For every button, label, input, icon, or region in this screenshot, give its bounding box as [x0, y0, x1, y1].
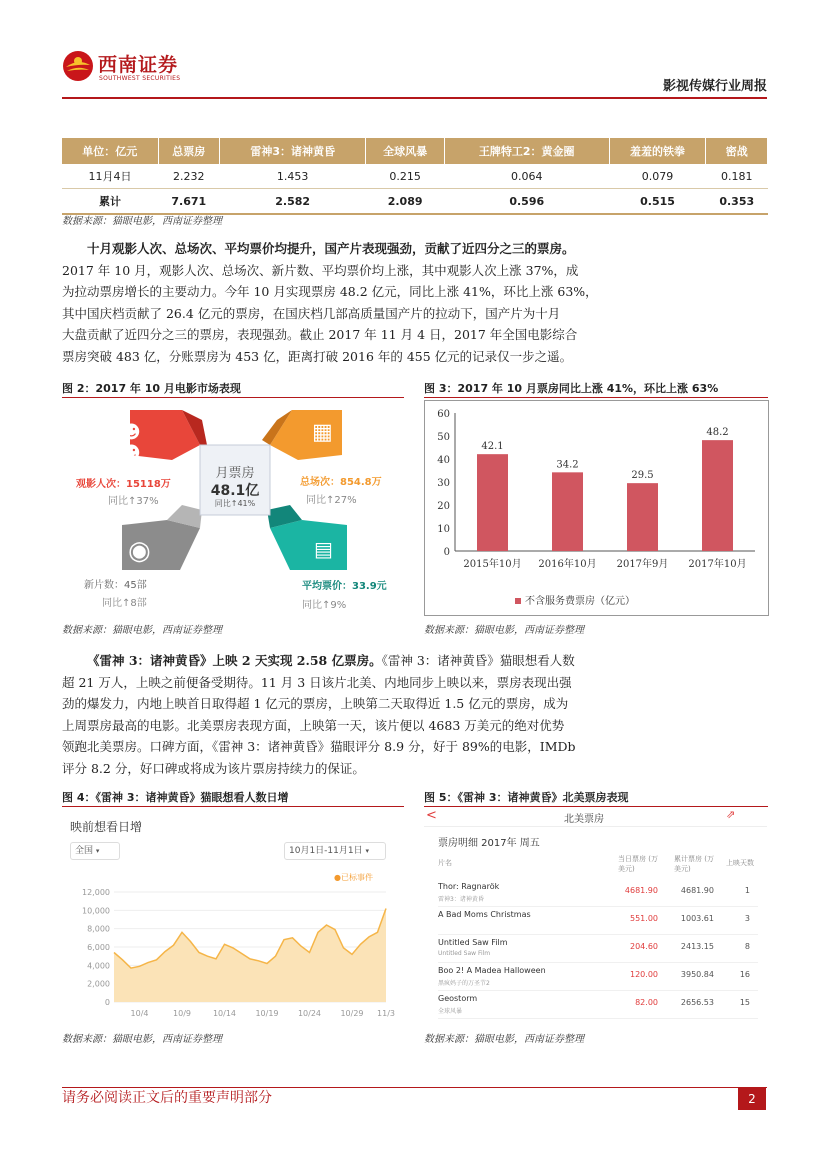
paragraph-line: 领跑北美票房。口碑方面，《雷神 3：诸神黄昏》猫眼评分 8.9 分，好于 89%的电影，IMDb	[62, 739, 576, 754]
film-reel-icon: ◉	[128, 536, 151, 566]
table-cell: 2.232	[158, 164, 219, 189]
x-tick-label: 10/14	[212, 1009, 237, 1018]
y-tick-label: 10	[437, 524, 450, 535]
report-title: 影视传媒行业周报	[662, 79, 767, 94]
paragraph-line: 超 21 万人，上映之前便备受期待。11 月 3 日该片北美、内地同步上映以来，票房表现出强	[62, 674, 572, 690]
chevron-left-icon[interactable]: <	[426, 808, 437, 823]
screenings-label: 总场次：854.8万	[300, 477, 382, 488]
table-cell: 0.064	[444, 164, 609, 189]
figure-5-rule	[424, 806, 768, 807]
region-select-value: 全国	[75, 846, 94, 856]
share-icon[interactable]: ⇗	[726, 808, 736, 821]
page-number: 2	[738, 1088, 766, 1110]
x-tick-label: 11/3	[377, 1009, 395, 1018]
paragraph-line: 为拉动票房增长的主要动力。今年 10 月实现票房 48.2 亿元，同比上涨 41%，环比上涨 63%，	[62, 284, 598, 299]
avg-price-yoy: 同比↑9%	[302, 600, 347, 611]
table-row	[438, 964, 758, 991]
data-label: 48.2	[706, 427, 729, 439]
x-tick-label: 2017年9月	[616, 559, 669, 570]
table-cell: 7.671	[158, 189, 219, 215]
day-gross: 551.00	[630, 914, 658, 923]
film-name: A Bad Moms Christmas	[438, 910, 531, 919]
date-range-select[interactable]	[284, 842, 386, 860]
x-tick-label: 2017年10月	[688, 559, 747, 570]
figure-3-source: 数据来源：猫眼电影，西南证券整理	[424, 625, 584, 636]
figure-3-rule	[424, 397, 768, 398]
table-cell: 0.515	[609, 189, 706, 215]
center-yoy: 同比↑41%	[214, 499, 256, 508]
days-released: 16	[739, 970, 750, 979]
legend-dot-icon: ●	[334, 873, 341, 882]
total-gross: 3950.84	[680, 970, 714, 979]
bar	[702, 440, 733, 551]
paragraph-lead: 《雷神 3：诸神黄昏》上映 2 天实现 2.58 亿票房。《雷神 3：诸神黄昏》猫眼想看人数	[87, 653, 575, 668]
film-name-cn: 雷神3：诸神黄昏	[438, 896, 484, 903]
avg-price-label: 平均票价：33.9元	[302, 581, 387, 592]
y-tick-label: 8,000	[87, 924, 110, 934]
center-label: 月票房	[215, 466, 255, 481]
figure-2-source: 数据来源：猫眼电影，西南证券整理	[62, 625, 222, 636]
paragraph-line: 2017 年 10 月，观影人次、总场次、新片数、平均票价均上涨，其中观影人次上涨 37%，成	[62, 262, 579, 278]
legend-label: 不含服务费票房（亿元）	[525, 596, 635, 607]
table-cell: 0.215	[366, 164, 444, 189]
y-tick-label: 40	[437, 455, 450, 466]
y-tick-label: 6,000	[87, 943, 110, 952]
col-name: 片名	[438, 859, 452, 867]
figure-4-rule	[62, 806, 404, 807]
paragraph-line: 上周票房最高的电影。北美票房表现方面，上映第一天，该片便以 4683 万美元的绝对优势	[62, 717, 565, 733]
days-released: 15	[739, 998, 750, 1007]
figure-3-panel	[424, 400, 769, 616]
table-header: 密战	[706, 138, 768, 164]
y-tick-label: 60	[437, 409, 450, 420]
table-cell: 2.089	[366, 189, 444, 215]
center-value: 48.1亿	[210, 483, 260, 499]
region-select[interactable]	[70, 842, 120, 860]
paragraph-line: 评分 8.2 分，好口碑或将成为该片票房持续力的保证。	[62, 760, 365, 776]
film-name: Geostorm	[438, 994, 478, 1003]
want-to-see-area-chart	[62, 882, 404, 1024]
chevron-down-icon: ▾	[95, 847, 100, 855]
col-total: 累计票房 (万美元)	[674, 855, 714, 873]
table-header: 羞羞的铁拳	[609, 138, 706, 164]
x-tick-label: 2015年10月	[463, 559, 522, 570]
film-name: Thor: Ragnarök	[438, 882, 500, 891]
paragraph-october-market	[62, 238, 768, 367]
table-header: 雷神3：诸神黄昏	[219, 138, 365, 164]
paragraph-thor	[62, 650, 768, 779]
y-tick-label: 12,000	[82, 888, 110, 897]
x-tick-label: 10/29	[340, 1009, 364, 1018]
ticket-icon: ▤	[314, 537, 333, 561]
figure-3-title: 图 3：2017 年 10 月票房同比上涨 41%，环比上涨 63%	[424, 382, 719, 395]
new-films-yoy: 同比↑8部	[102, 598, 147, 609]
y-tick-label: 2,000	[87, 979, 110, 989]
data-label: 42.1	[481, 441, 504, 453]
y-tick-label: 20	[437, 501, 450, 512]
paragraph-line: 劲的爆发力，内地上映首日取得超 1 亿元的票房，上映第二天取得近 1.5 亿元的票房，成为	[62, 696, 569, 711]
days-released: 1	[744, 886, 750, 895]
y-tick-label: 0	[443, 547, 450, 558]
figure-4-panel	[62, 808, 404, 1024]
data-label: 29.5	[631, 470, 654, 482]
col-day: 当日票房 (万美元)	[618, 855, 658, 873]
calendar-icon: ▦	[312, 420, 333, 445]
table-header: 单位：亿元	[62, 138, 158, 164]
table-cell: 2.582	[219, 189, 365, 215]
footer-disclaimer: 请务必阅读正文后的重要声明部分	[62, 1090, 272, 1106]
table-cell: 0.181	[706, 164, 768, 189]
y-tick-label: 4,000	[87, 961, 110, 971]
paragraph-line: 大盘贡献了近四分之三的票房，表现强劲。截止 2017 年 11 月 4 日，2017 年全国电影综合	[62, 327, 578, 342]
date-range-value: 10月1日-11月1日	[289, 846, 363, 856]
nav-title: 北美票房	[564, 814, 604, 825]
chevron-down-icon: ▾	[365, 847, 369, 855]
box-office-table	[62, 138, 768, 215]
day-gross: 204.60	[630, 942, 658, 951]
figure-4-source: 数据来源：猫眼电影，西南证券整理	[62, 1034, 222, 1045]
x-tick-label: 10/19	[255, 1009, 279, 1018]
days-released: 8	[744, 942, 750, 951]
table-cell: 0.353	[706, 189, 768, 215]
col-days: 上映天数	[726, 859, 754, 867]
table-row	[438, 908, 758, 935]
logo	[62, 48, 182, 88]
legend-swatch	[515, 598, 521, 604]
y-tick-label: 10,000	[82, 906, 110, 916]
film-name-cn: 全球风暴	[438, 1008, 463, 1015]
x-tick-label: 10/24	[297, 1009, 322, 1018]
audience-yoy: 同比↑37%	[108, 496, 159, 507]
table-row	[62, 164, 768, 189]
table-header: 全球风暴	[366, 138, 444, 164]
x-tick-label: 10/9	[173, 1009, 191, 1018]
table-cell: 0.596	[444, 189, 609, 215]
table-header: 王牌特工2：黄金圈	[444, 138, 609, 164]
box-office-bar-chart	[425, 401, 768, 615]
table-source: 数据来源：猫眼电影，西南证券整理	[62, 216, 222, 227]
day-gross: 4681.90	[624, 886, 658, 895]
day-gross: 120.00	[630, 970, 658, 979]
film-name: Boo 2! A Madea Halloween	[438, 966, 546, 975]
paragraph-line: 其中国庆档贡献了 26.4 亿元的票房，在国庆档几部高质量国产片的拉动下，国产片为十月	[62, 305, 561, 321]
figure-2-rule	[62, 397, 404, 398]
na-box-office-screen	[424, 808, 767, 1022]
area-fill	[114, 909, 386, 1003]
table-header	[438, 854, 758, 874]
bar	[552, 472, 583, 551]
paragraph-lead: 十月观影人次、总场次、平均票价均提升，国产片表现强劲，贡献了近四分之三的票房。	[87, 241, 575, 256]
chart-title: 映前想看日增	[70, 820, 143, 834]
total-gross: 2413.15	[680, 942, 714, 951]
table-cell: 11月4日	[62, 164, 158, 189]
logo-chinese: 西南证券	[98, 54, 179, 76]
film-name-cn: Untitled Saw Film	[438, 950, 491, 957]
total-gross: 2656.53	[680, 998, 714, 1007]
x-tick-label: 10/4	[130, 1009, 149, 1018]
header-rule	[62, 97, 767, 99]
bar	[477, 454, 508, 551]
table-row	[438, 992, 758, 1019]
total-gross: 1003.61	[680, 914, 714, 923]
figure-5-source: 数据来源：猫眼电影，西南证券整理	[424, 1034, 584, 1045]
total-gross: 4681.90	[680, 886, 714, 895]
screenings-yoy: 同比↑27%	[306, 495, 357, 506]
table-row	[438, 880, 758, 907]
nav-bar	[424, 808, 767, 827]
figure-2-title: 图 2：2017 年 10 月电影市场表现	[62, 382, 241, 395]
y-tick-label: 30	[437, 478, 450, 489]
day-gross: 82.00	[635, 998, 658, 1007]
table-row-total	[62, 189, 768, 215]
figure-4-title: 图 4：《雷神 3：诸神黄昏》猫眼想看人数日增	[62, 791, 289, 804]
x-tick-label: 2016年10月	[538, 559, 597, 570]
data-label: 34.2	[556, 459, 579, 471]
chart-legend: ●已标事件	[334, 873, 373, 882]
table-header: 总票房	[158, 138, 219, 164]
table-cell: 累计	[62, 189, 158, 215]
new-films-label: 新片数：45部	[84, 580, 147, 591]
y-tick-label: 0	[104, 998, 110, 1007]
table-cell: 1.453	[219, 164, 365, 189]
bar	[627, 483, 658, 551]
audience-icon: ☻☻	[122, 422, 141, 464]
table-row	[438, 936, 758, 963]
market-infographic	[62, 400, 404, 616]
figure-5-title: 图 5：《雷神 3：诸神黄昏》北美票房表现	[424, 791, 629, 804]
film-name-cn: 黑疯妈子的万圣节2	[438, 980, 490, 987]
table-cell: 0.079	[609, 164, 706, 189]
days-released: 3	[744, 914, 750, 923]
audience-label: 观影人次：15118万	[76, 479, 171, 490]
paragraph-line: 票房突破 483 亿，分账票房为 453 亿，距离打破 2016 年的 455 亿元的记录仅一步之遥。	[62, 348, 573, 364]
detail-subtitle: 票房明细 2017年 周五	[438, 838, 540, 849]
film-name: Untitled Saw Film	[438, 938, 508, 947]
y-tick-label: 50	[437, 432, 450, 443]
logo-english: SOUTHWEST SECURITIES	[99, 75, 181, 82]
table-header-row	[62, 138, 768, 164]
logo-mark-icon	[62, 50, 94, 82]
